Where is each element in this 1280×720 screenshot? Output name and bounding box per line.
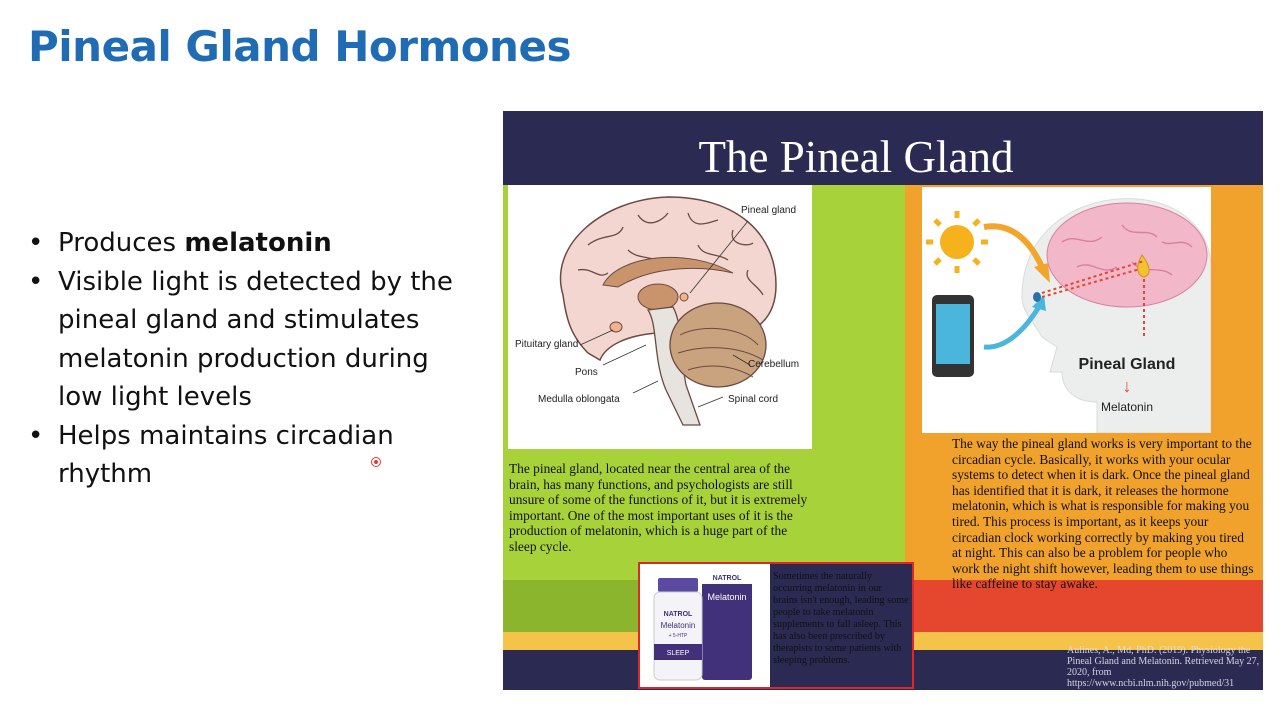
- bottle-sleep-label: SLEEP: [666, 650, 690, 657]
- citation: Aulines, A., Md, PhD. (2019). Physiology the Pineal Gland and Melatonin. Retrieved May 27, 2020, from https://www.ncbi.nlm.nih.gov/pubmed/31: [1067, 645, 1260, 689]
- light-head-diagram: [922, 187, 1211, 433]
- supplement-panel: [638, 562, 914, 689]
- bullet-list: [28, 224, 468, 494]
- melatonin-bottles-image: [640, 564, 770, 687]
- poster-title: The Pineal Gland: [698, 132, 1014, 182]
- bottle-brand-front: NATROL: [663, 611, 693, 618]
- bullet-text: Produces: [58, 228, 185, 258]
- bottle-product-back: Melatonin: [707, 592, 747, 602]
- brain-diagram-drawing: [508, 185, 812, 449]
- right-paragraph: The way the pineal gland works is very important to the circadian cycle. Basically, it works with your ocular systems to detect when it is dark. Once the pineal gland has identified that it is dark, it releases the hormone melatonin, which is what is responsible for making you tired. This process is important, as it keeps your circadian clock working correctly by making you tired at night. This can also be a problem for people who work the night shift however, leading them to use things like caffeine to stay awake.: [952, 436, 1254, 592]
- pineal-gland-poster: [503, 111, 1263, 690]
- label-spinal-cord: Spinal cord: [728, 394, 779, 405]
- slide-title: Pineal Gland Hormones: [28, 22, 571, 71]
- label-medulla-oblongata: Medulla oblongata: [538, 394, 620, 405]
- label-cerebellum: Cerebellum: [748, 359, 800, 370]
- smartphone-icon: [932, 295, 974, 377]
- bottle-product-front: Melatonin: [660, 621, 696, 630]
- bullet-bold-text: melatonin: [184, 228, 332, 258]
- label-pineal-gland-head: Pineal Gland: [1078, 356, 1176, 373]
- label-pituitary-gland: Pituitary gland: [515, 339, 579, 350]
- light-head-drawing: [922, 187, 1211, 433]
- bullet-item: • Visible light is detected by the pineal gland and stimulates melatonin production during low light levels: [28, 263, 468, 417]
- laser-pointer: [371, 457, 381, 467]
- down-arrow-icon: ↓: [1122, 376, 1132, 396]
- label-pons: Pons: [575, 367, 598, 378]
- bottle-brand-back: NATROL: [712, 575, 742, 582]
- sun-icon: [926, 211, 988, 273]
- bottle-subtitle: + 5-HTP: [668, 633, 688, 639]
- supplement-paragraph: Sometimes the naturally occurring melatonin in our brains isn't enough, leading some people to take melatonin supplements to fall asleep. This has also been prescribed by therapists to some patients with sleeping problems.: [773, 571, 909, 666]
- label-pineal-gland: Pineal gland: [741, 205, 797, 216]
- left-paragraph: The pineal gland, located near the central area of the brain, has many functions, and psychologists are still unsure of some of the functions of it, but it is extremely important. One of the most important uses of it is the production of melatonin, which is a huge part of the sleep cycle.: [509, 461, 808, 554]
- brain-diagram: [508, 185, 812, 449]
- bullet-item: [28, 224, 468, 263]
- label-melatonin: Melatonin: [1100, 400, 1154, 414]
- bullet-item: • Helps maintains circadian rhythm: [28, 417, 468, 494]
